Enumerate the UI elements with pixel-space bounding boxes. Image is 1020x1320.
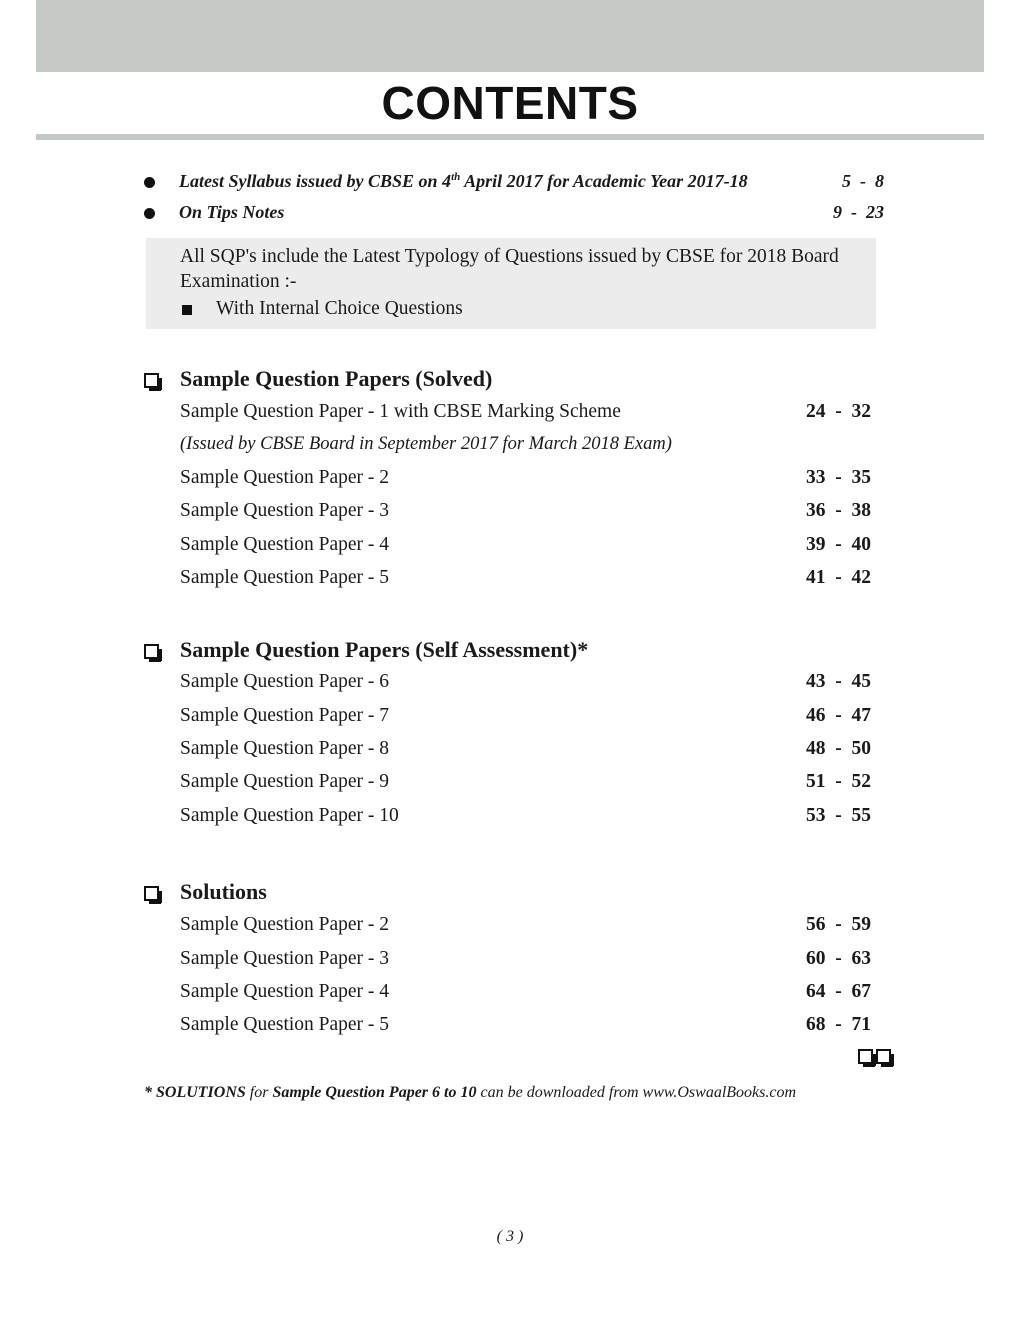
toc-bullet-syllabus xyxy=(144,171,884,199)
toc-bullet-text xyxy=(179,202,284,223)
toc-row-pages: 33 - 35 xyxy=(806,467,871,488)
bullet-text-sup: th xyxy=(451,171,461,183)
toc-row-title: Sample Question Paper - 8 xyxy=(180,738,390,759)
footnote-mid: for xyxy=(245,1084,273,1101)
section-heading-label: Sample Question Papers (Solved) xyxy=(180,366,493,391)
toc-row-title: Sample Question Paper - 5 xyxy=(180,567,390,588)
toc-row-title: Sample Question Paper - 2 xyxy=(180,914,390,935)
checkbox-square-icon xyxy=(144,644,159,659)
bullet-text-tail: April 2017 for Academic Year 2017-18 xyxy=(460,171,748,191)
toc-row[interactable] xyxy=(180,567,880,593)
toc-row-pages: 36 - 38 xyxy=(806,500,871,521)
typology-note-box xyxy=(146,238,876,329)
section-heading-label: Solutions xyxy=(180,879,267,904)
toc-row-title: Sample Question Paper - 6 xyxy=(180,671,390,692)
toc-bullet-tips xyxy=(144,202,884,230)
toc-row-pages: 43 - 45 xyxy=(806,671,871,692)
sqp1-issue-note: (Issued by CBSE Board in September 2017 for March 2018 Exam) xyxy=(180,434,672,454)
bullet-text-main: On Tips Notes xyxy=(179,202,285,222)
note-item: With Internal Choice Questions xyxy=(216,298,463,319)
toc-row[interactable] xyxy=(180,401,880,427)
end-mark-icon xyxy=(858,1049,898,1065)
toc-row[interactable] xyxy=(180,534,880,560)
toc-row[interactable] xyxy=(180,948,880,974)
end-square-icon xyxy=(858,1049,873,1064)
toc-bullet-pages: 5 - 8 xyxy=(842,171,884,191)
toc-row-title: Sample Question Paper - 10 xyxy=(180,805,399,826)
toc-row-pages: 60 - 63 xyxy=(806,948,871,969)
header-band xyxy=(36,0,984,72)
page-number: ( 3 ) xyxy=(496,1228,524,1245)
toc-row[interactable] xyxy=(180,1014,880,1040)
toc-row[interactable] xyxy=(180,914,880,940)
toc-row[interactable] xyxy=(180,671,880,697)
toc-row-pages: 51 - 52 xyxy=(806,771,871,792)
toc-row[interactable] xyxy=(180,771,880,797)
toc-row-pages: 53 - 55 xyxy=(806,805,871,826)
toc-row-title: Sample Question Paper - 1 with CBSE Marking Scheme xyxy=(180,401,621,422)
toc-row-pages: 39 - 40 xyxy=(806,534,871,555)
toc-row-title: Sample Question Paper - 7 xyxy=(180,705,390,726)
toc-row[interactable] xyxy=(180,981,880,1007)
note-text: All SQP's include the Latest Typology of Questions issued by CBSE for 2018 Board Examination :- xyxy=(180,246,839,292)
section-heading-label: Sample Question Papers (Self Assessment)* xyxy=(180,637,589,662)
toc-row-title: Sample Question Paper - 5 xyxy=(180,1014,390,1035)
toc-row-title: Sample Question Paper - 4 xyxy=(180,534,390,555)
toc-bullet-text xyxy=(179,171,748,192)
footnote xyxy=(144,1084,796,1102)
bullet-dot-icon xyxy=(144,177,155,188)
footnote-tail: can be downloaded from www.OswaalBooks.com xyxy=(476,1084,797,1101)
toc-row-pages: 46 - 47 xyxy=(806,705,871,726)
square-bullet-icon xyxy=(182,305,192,315)
toc-row-pages: 48 - 50 xyxy=(806,738,871,759)
title-rule xyxy=(36,134,984,140)
toc-row-title: Sample Question Paper - 9 xyxy=(180,771,390,792)
toc-row-pages: 68 - 71 xyxy=(806,1014,871,1035)
bullet-text-main: Latest Syllabus issued by CBSE on 4 xyxy=(179,171,452,191)
toc-row[interactable] xyxy=(180,500,880,526)
toc-row-title: Sample Question Paper - 3 xyxy=(180,500,390,521)
toc-row-pages: 64 - 67 xyxy=(806,981,871,1002)
toc-row-pages: 24 - 32 xyxy=(806,401,871,422)
checkbox-square-icon xyxy=(144,373,159,388)
toc-row-pages: 41 - 42 xyxy=(806,567,871,588)
end-square-icon xyxy=(876,1049,891,1064)
toc-bullet-pages: 9 - 23 xyxy=(833,202,884,222)
footnote-papers: Sample Question Paper 6 to 10 xyxy=(272,1084,477,1101)
toc-row[interactable] xyxy=(180,805,880,831)
toc-row[interactable] xyxy=(180,738,880,764)
bullet-dot-icon xyxy=(144,208,155,219)
toc-row-title: Sample Question Paper - 2 xyxy=(180,467,390,488)
toc-row-pages: 56 - 59 xyxy=(806,914,871,935)
page-title: CONTENTS xyxy=(381,77,639,129)
footnote-lead: * SOLUTIONS xyxy=(144,1084,246,1101)
toc-row[interactable] xyxy=(180,705,880,731)
toc-row-title: Sample Question Paper - 4 xyxy=(180,981,390,1002)
toc-row[interactable] xyxy=(180,467,880,493)
toc-row-title: Sample Question Paper - 3 xyxy=(180,948,390,969)
checkbox-square-icon xyxy=(144,886,159,901)
